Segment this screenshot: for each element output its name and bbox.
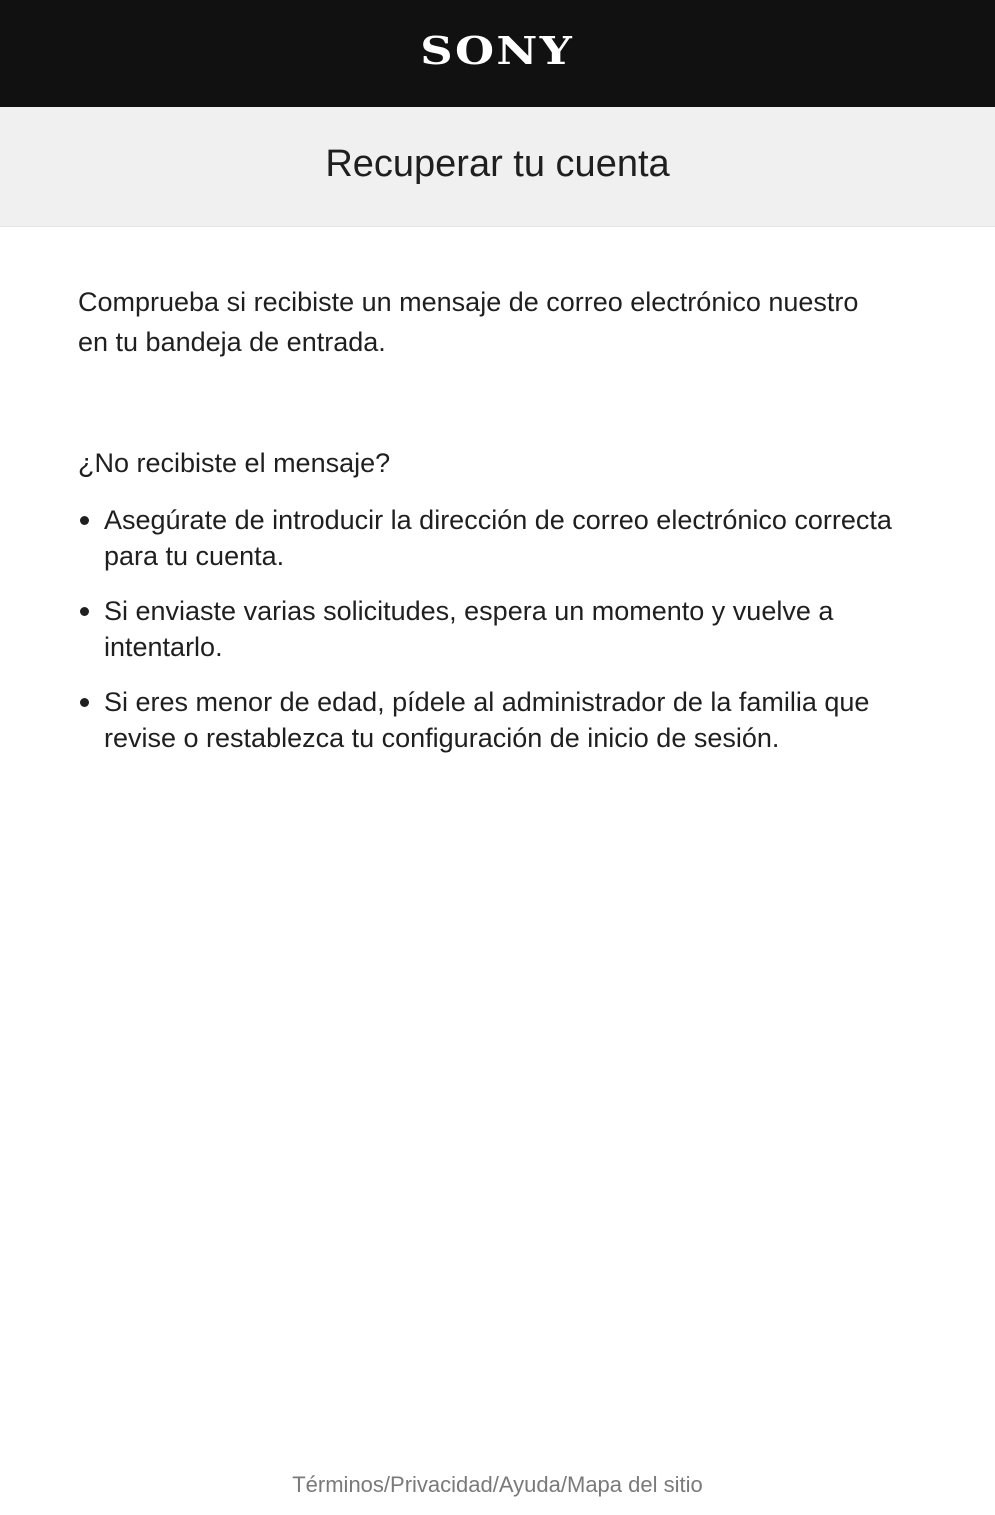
page-title: Recuperar tu cuenta	[325, 143, 670, 185]
bullet-icon	[80, 607, 89, 616]
footer-separator: /	[492, 1472, 499, 1497]
tip-item	[78, 502, 924, 574]
footer-link-terms[interactable]: Términos	[292, 1472, 384, 1497]
tip-text: Asegúrate de introducir la dirección de correo electrónico correcta para tu cuenta.	[104, 505, 892, 571]
main-content	[0, 282, 995, 756]
tip-item	[78, 684, 924, 756]
question-heading: ¿No recibiste el mensaje?	[78, 448, 391, 478]
bullet-icon	[80, 698, 89, 707]
footer-separator: /	[383, 1472, 391, 1497]
tip-item	[78, 593, 924, 665]
intro-text: Comprueba si recibiste un mensaje de correo electrónico nuestro en tu bandeja de entrada.	[78, 287, 859, 357]
sony-logo[interactable]: SONY	[420, 28, 575, 73]
footer-link-privacy[interactable]: Privacidad	[390, 1472, 493, 1497]
footer-link-help[interactable]: Ayuda	[498, 1472, 561, 1497]
tips-list	[78, 502, 917, 756]
tip-text: Si enviaste varias solicitudes, espera un momento y vuelve a intentarlo.	[104, 596, 834, 662]
bullet-icon	[80, 516, 89, 525]
title-band	[0, 107, 995, 227]
footer-separator: /	[560, 1472, 567, 1497]
footer	[0, 1472, 995, 1498]
top-bar	[0, 0, 995, 107]
tip-text: Si eres menor de edad, pídele al administrador de la familia que revise o restablezca tu configuración de inicio de sesión.	[104, 687, 870, 753]
footer-link-sitemap[interactable]: Mapa del sitio	[567, 1472, 703, 1497]
